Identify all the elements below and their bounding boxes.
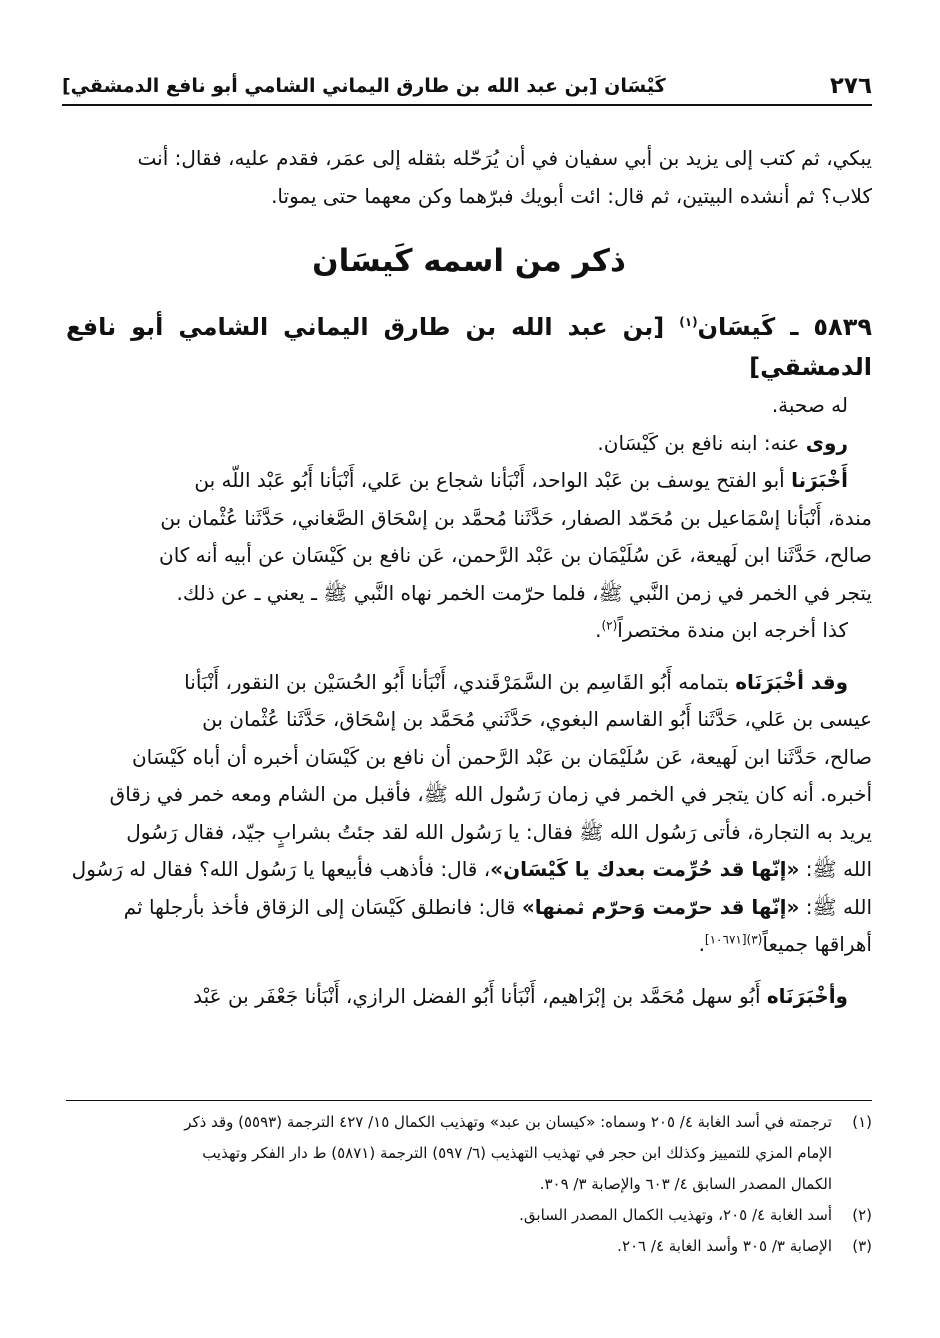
paragraph-line: أَخْبَرَنا أبو الفتح يوسف بن عَبْد الواحد، أَنْبَأنا شجاع بن عَلي، أَنْبَأنا أَبُو عَبْد اللّه بن (194, 468, 848, 492)
running-title: كَيْسَان [بن عبد الله بن طارق اليماني الشامي أبو نافع الدمشقي] (62, 75, 666, 97)
paragraph-line: وأخْبَرَنَاه أَبُو سهل مُحَمَّد بن إبْرَاهيم، أَنْبَأنا أَبُو الفضل الرازي، أَنْبَأنا جَعْفَر بن عَبْد (193, 983, 848, 1008)
paragraph-lead: وأخْبَرَنَاه (766, 983, 848, 1008)
intro-line: كلاب؟ ثم أنشده البيتين، ثم قال: ائت أبويك فبرّهما وكن معهما حتى يموتا. (271, 183, 872, 208)
paragraph-line: أخبره. أنه كان يتجر في الخمر في زمان رَسُول الله ﷺ، فأقبل من الشام ومعه خمر في زقاق (109, 782, 872, 806)
hadith-quote: «إنّها قد حُرِّمت بعدك يا كَيْسَان» (490, 857, 800, 881)
companion-note: له صحبة. (771, 393, 848, 417)
entry-heading (66, 307, 872, 387)
hadith-quote: «إنّها قد حرّمت وَحرّم ثمنها» (521, 894, 800, 919)
footnote-number: (٢) (852, 1206, 872, 1224)
narrators-line: روى عنه: ابنه نافع بن كَيْسَان. (597, 430, 848, 455)
paragraph-line: يريد به التجارة، فأتى رَسُول الله ﷺ فقال: يا رَسُول الله لقد جئتُ بشرابٍ جيّد، فقال رَسُول (126, 819, 872, 844)
paragraph-line: يتجر في الخمر في زمن النَّبي ﷺ، فلما حرّمت الخمر نهاه النَّبي ﷺ ـ يعني ـ عن ذلك. (176, 580, 872, 605)
rawa-label: روى (805, 430, 848, 455)
section-title: ذكر من اسمه كَيسَان (312, 243, 626, 279)
hadith-number: [١٠٦٧١] (704, 932, 747, 947)
entry-heading-name: ٥٨٣٩ ـ كَيسَان (697, 313, 872, 341)
footnote-1-line: الكمال المصدر السابق ٤/ ٦٠٣ والإصابة ٣/ ٣٠٩. (539, 1175, 832, 1193)
paragraph-line: مندة، أَنْبَأنا إسْمَاعيل بن مُحَمّد الصفار، حَدَّثَنا مُحمَّد بن إسْحَاق الصَّغاني، حَدَّثَنا عُثْمان بن (160, 505, 872, 530)
footnote-number: (٣) (852, 1237, 872, 1255)
footnote-2: (٢)أسد الغابة ٤/ ٢٠٥، وتهذيب الكمال المصدر السابق. (66, 1200, 872, 1231)
paragraph-lead: أَخْبَرَنا (791, 468, 848, 492)
footnote-ref: (٢) (601, 618, 618, 633)
paragraph-line: أهراقها جميعاً$^{(٣)[١٠٦٧١]}$. (698, 932, 872, 956)
page-number: ٢٧٦ (829, 73, 872, 99)
paragraph-line: صالح، حَدَّثَنا ابن لَهيعة، عَن سُلَيْمَان بن عَبْد الرَّحمن، عَن نافع بن كَيْسَان عن أبيه أنه كان (159, 543, 872, 567)
footnotes (66, 1100, 872, 1262)
main-text (66, 140, 872, 1015)
footnote-1: (١)ترجمته في أسد الغابة ٤/ ٢٠٥ وسماه: «كيسان بن عبد» وتهذيب الكمال ١٥/ ٤٢٧ الترجمة (٥٥٩٣) وقد ذكر (66, 1107, 872, 1138)
paragraph-line: الله ﷺ: «إنّها قد حُرِّمت بعدك يا كَيْسَان»، قال: فأذهب فأبيعها يا رَسُول الله؟ فقال له رَسُول (71, 857, 872, 881)
footnote-number: (١) (852, 1113, 872, 1131)
intro-line: يبكي، ثم كتب إلى يزيد بن أبي سفيان في أن يُرَحّله بثقله إلى عمَر، فقدم عليه، فقال: أنت (137, 146, 872, 170)
footnote-ref: (١) (679, 315, 698, 329)
paragraph-line: الله ﷺ: «إنّها قد حرّمت وَحرّم ثمنها» قال: فانطلق كَيْسَان إلى الزقاق فأخذ بأرجلها ثم (123, 894, 872, 919)
paragraph-line: صالح، حَدَّثَنا ابن لَهيعة، عَن سُلَيْمَان بن عَبْد الرَّحمن أن نافع بن كَيْسَان أخبره أن أباه كَيْسَان (131, 744, 872, 769)
page-header (62, 68, 872, 106)
footnote-1-line: الإمام المزي للتمييز وكذلك ابن حجر في تهذيب التهذيب (٦/ ٥٩٧) الترجمة (٥٨٧١) ط دار الفكر وتهذيب (202, 1144, 832, 1162)
paragraph-line: عيسى بن عَلي، حَدَّثَنا أَبُو القاسم البغوي، حَدَّثَني مُحَمَّد بن إسْحَاق، حَدَّثَنا عُثْمان بن (202, 707, 872, 731)
footnote-3: (٣)الإصابة ٣/ ٣٠٥ وأسد الغابة ٤/ ٢٠٦. (66, 1231, 872, 1262)
paragraph-line: وقد أخْبَرَنَاه بتمامه أَبُو القَاسِم بن السَّمَرْقَندي، أَنْبَأنا أَبُو الحُسَيْن بن النقور، أَنْبَأنا (184, 669, 848, 694)
entry-heading-lineage: [بن عبد الله بن طارق اليماني الشامي أبو نافع الدمشقي] (66, 313, 872, 381)
paragraph-lead: وقد أخْبَرَنَاه (735, 669, 848, 694)
paragraph-line: كذا أخرجه ابن مندة مختصراً$^{(٢)}$. (595, 618, 848, 642)
footnote-ref: (٣) (746, 932, 763, 947)
